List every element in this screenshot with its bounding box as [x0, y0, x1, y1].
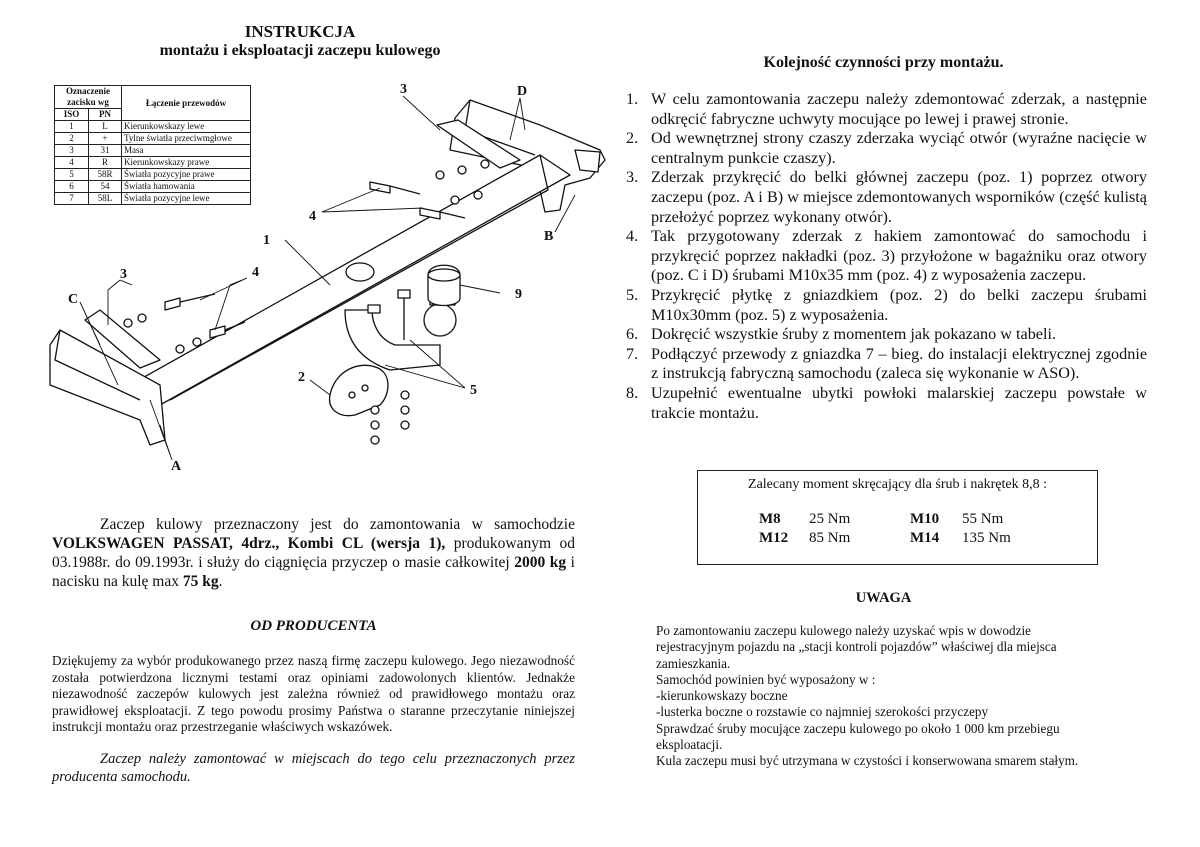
torque-m12-label: M12 — [759, 530, 789, 546]
table-cell-label: Tylne światła przeciwmgłowe — [122, 133, 251, 145]
label-2: 2 — [298, 370, 305, 385]
warning-line: zamieszkania. — [656, 655, 731, 671]
torque-m8-label: M8 — [759, 511, 781, 527]
label-b: B — [544, 229, 554, 244]
list-item: 4. Tak przygotowany zderzak z hakiem zamontować do samochodu i przykręcić poprzez nakładki (poz. 3) przyłożone w bagażniku oraz otwory (poz. C i D) śrubami M10x35 mm (poz. 4) z wyposażenia zaczepu. — [626, 227, 1147, 285]
list-item: 6. Dokręcić wszystkie śruby z momentem jak pokazano w tabeli. — [626, 325, 1057, 344]
list-item: 1. W celu zamontowania zaczepu należy zdemontować zderzak, a następnie odkręcić fabryczne uchwyty mocujące po lewej i prawej stronie. — [626, 90, 1147, 128]
warning-line: -lusterka boczne o rozstawie co najmniej szerokości przyczepy — [656, 704, 989, 720]
table-cell-pn: 58R — [88, 169, 121, 181]
table-cell-iso: 2 — [55, 133, 89, 145]
warning-heading: UWAGA — [855, 590, 912, 606]
label-c: C — [68, 292, 79, 307]
warning-line: Sprawdzać śruby mocujące zaczepu kulowego po około 1 000 km przebiegu — [656, 720, 1060, 736]
label-3-left: 3 — [120, 267, 127, 282]
torque-m10-value: 55 Nm — [962, 511, 1004, 527]
table-cell-label: Światła pozycyjne lewe — [122, 193, 251, 205]
producer-heading: OD PRODUCENTA — [250, 618, 377, 634]
torque-title: Zalecany moment skręcający dla śrub i nakrętek 8,8 : — [748, 477, 1047, 492]
producer-thanks-paragraph: Dziękujemy za wybór produkowanego przez naszą firmę zaczepu kulowego. Jego niezawodność została potwierdzona licznymi testami oraz opiniami zadowolonych klientów. Jednakże niezawodność zaczepów kulowych jest zależna również od prawidłowego montażu oraz prawidłowej eksploatacji. Z tego powodu prosimy Państwa o staranne przeczytanie niniejszej instrukcji montażu oraz przestrzeganie właściwych wskazówek. — [52, 653, 575, 734]
table-cell-pn: L — [88, 121, 121, 133]
table-cell-iso: 4 — [55, 157, 89, 169]
table-header-designation: Oznaczenie zacisku wg — [55, 86, 122, 109]
tow-hitch-diagram — [35, 80, 615, 480]
table-cell-iso: 1 — [55, 121, 89, 133]
mounting-steps-list — [620, 90, 1147, 423]
warning-line: eksploatacji. — [656, 737, 723, 753]
table-cell-iso: 7 — [55, 193, 89, 205]
table-cell-iso: 5 — [55, 169, 89, 181]
label-1: 1 — [263, 233, 270, 248]
list-item: 3. Zderzak przykręcić do belki głównej zaczepu (poz. 1) poprzez otwory zaczepu (poz. A i B) w miejsce zdemontowanych wsporników (część kulistą przełożyć poprzez wykonany otwór). — [626, 168, 1147, 226]
warning-line: Po zamontowaniu zaczepu kulowego należy uzyskać wpis w dowodzie — [656, 623, 1031, 638]
label-d: D — [517, 84, 528, 99]
table-cell-iso: 6 — [55, 181, 89, 193]
label-9: 9 — [515, 287, 522, 302]
torque-m14-value: 135 Nm — [962, 530, 1011, 546]
table-header-pn: PN — [88, 109, 121, 121]
torque-m8-value: 25 Nm — [809, 511, 851, 527]
steps-heading: Kolejność czynności przy montażu. — [763, 54, 1004, 71]
label-4-top: 4 — [309, 209, 316, 224]
table-cell-pn: 31 — [88, 145, 121, 157]
list-item: 8. Uzupełnić ewentualne ubytki powłoki malarskiej zaczepu powstałe w trakcie montażu. — [626, 383, 1147, 422]
document-title: INSTRUKCJA — [244, 22, 356, 41]
label-a: A — [171, 459, 182, 474]
trailer-mass: 2000 kg — [514, 554, 567, 571]
warning-line: -kierunkowskazy boczne — [656, 688, 788, 704]
list-item: 5. Przykręcić płytkę z gniazdkiem (poz. 2) do belki zaczepu śrubami M10x30mm (poz. 5) z wyposażenia. — [626, 285, 1147, 324]
table-cell-label: Światła pozycyjne prawe — [122, 169, 251, 181]
label-5: 5 — [470, 383, 477, 398]
table-cell-label: Masa — [122, 145, 251, 157]
ball-load: 75 kg — [182, 573, 219, 590]
torque-m10-label: M10 — [910, 511, 940, 527]
warning-text — [656, 623, 1126, 770]
label-3-top: 3 — [400, 82, 407, 97]
warning-line: Samochód powinien być wyposażony w : — [656, 671, 876, 687]
warning-line: Kula zaczepu musi być utrzymana w czystości i konserwowana smarem stałym. — [656, 753, 1079, 769]
document-subtitle: montażu i eksploatacji zaczepu kulowego — [159, 42, 441, 59]
list-item: 2. Od wewnętrznej strony czaszy zderzaka wyciąć otwór (wyraźne nacięcie w centralnym punkcie czaszy). — [626, 129, 1147, 167]
table-cell-pn: + — [88, 133, 121, 145]
table-cell-label: Kierunkowskazy lewe — [122, 121, 251, 133]
list-item: 7. Podłączyć przewody z gniazdka 7 – bieg. do instalacji elektrycznej zgodnie z instrukcją fabryczną samochodu (zaleca się wykonanie w ASO). — [626, 344, 1147, 383]
torque-m14-label: M14 — [910, 530, 940, 546]
label-4-left: 4 — [252, 265, 259, 280]
car-model: VOLKSWAGEN PASSAT, 4drz., Kombi CL (wersja 1), — [52, 535, 446, 552]
table-cell-pn: 58L — [88, 193, 121, 205]
table-cell-label: Kierunkowskazy prawe — [122, 157, 251, 169]
mounting-note: Zaczep należy zamontować w miejscach do tego celu przeznaczonych przez producenta samochodu. — [52, 751, 575, 785]
torque-table — [697, 470, 1098, 565]
table-cell-pn: 54 — [88, 181, 121, 193]
table-header-iso: ISO — [55, 109, 89, 121]
product-description: Zaczep kulowy przeznaczony jest do zamontowania w samochodzie VOLKSWAGEN PASSAT, 4drz., Kombi CL (wersja 1), produkowanym od 03.1988r. do 09.1993r. i służy do ciągnięcia przyczep o masie całkowitej 2000 kg i nacisku na kulę max 75 kg. — [52, 516, 575, 590]
warning-line: rejestracyjnym pojazdu na „stacji kontroli pojazdów” właściwej dla miejsca — [656, 639, 1057, 655]
table-cell-label: Światła hamowania — [122, 181, 251, 193]
table-header-connection: Łączenie przewodów — [122, 86, 251, 121]
table-cell-iso: 3 — [55, 145, 89, 157]
torque-m12-value: 85 Nm — [809, 530, 851, 546]
table-cell-pn: R — [88, 157, 121, 169]
